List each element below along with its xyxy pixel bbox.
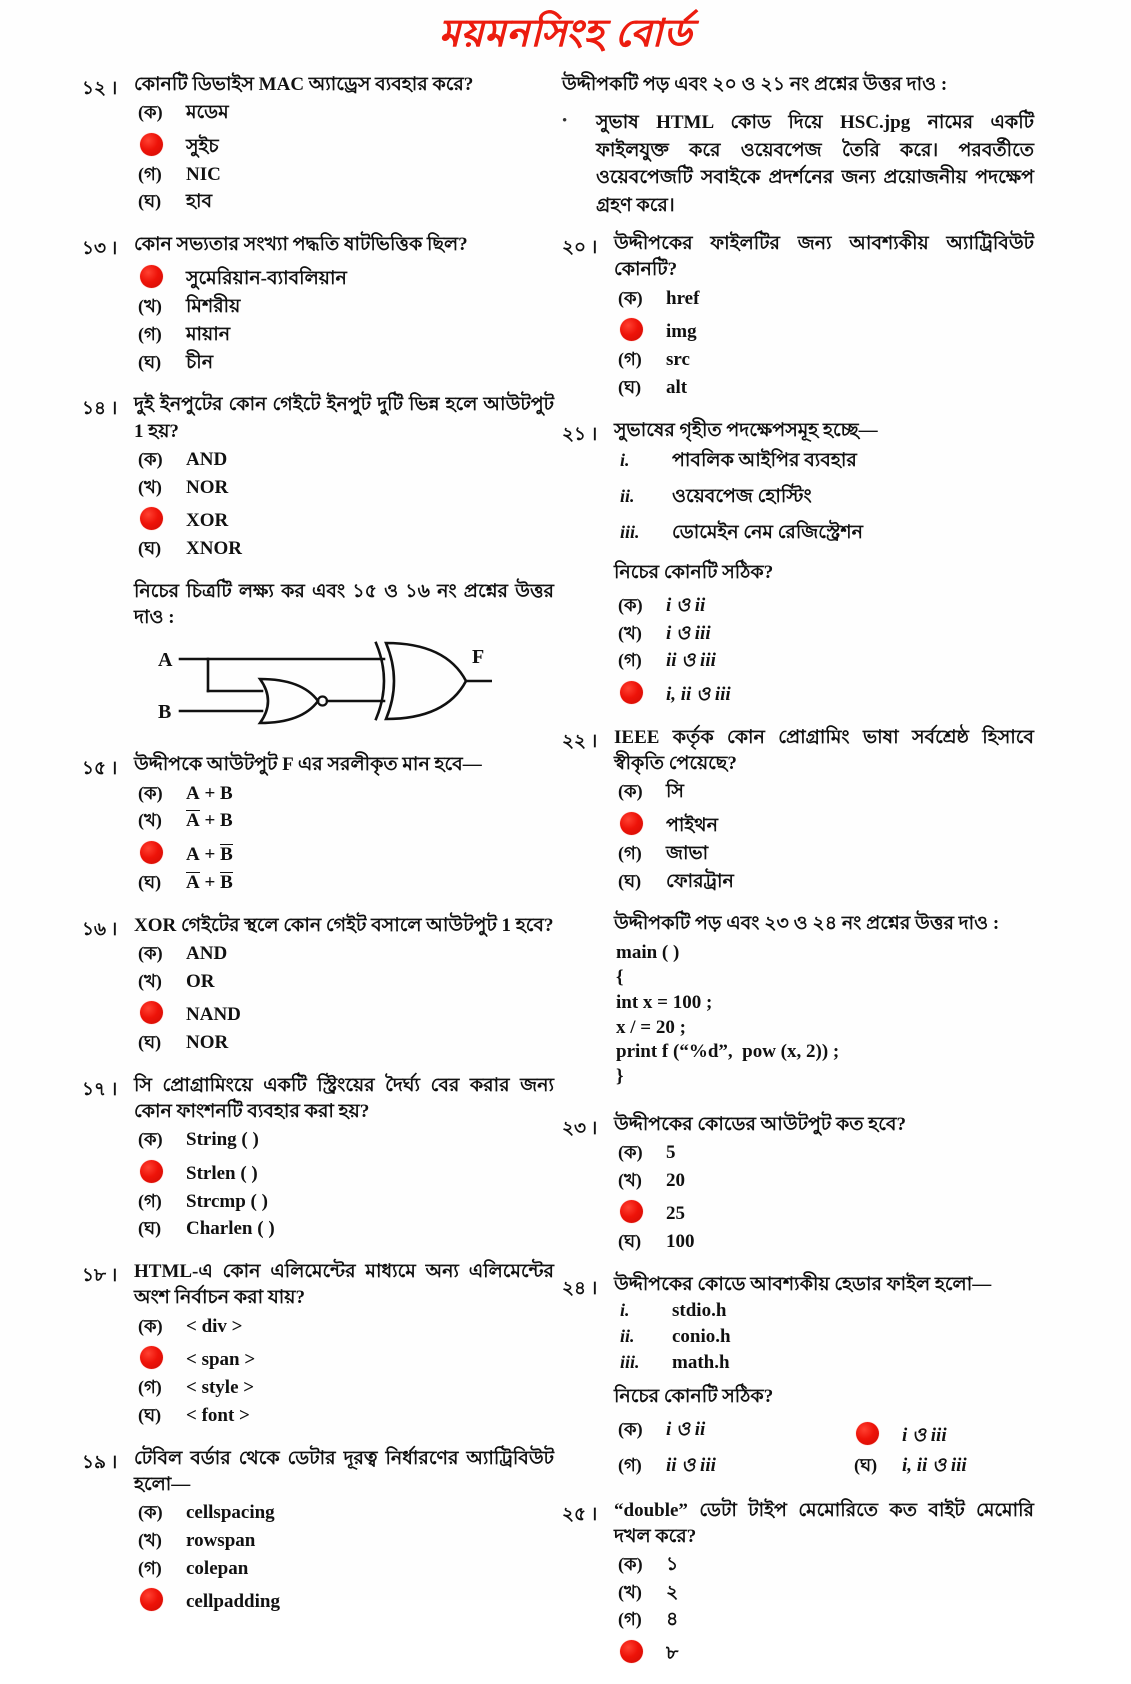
option-key: (ক)	[138, 102, 163, 123]
option-label: ২	[666, 1581, 679, 1603]
option-key: (ক)	[618, 1419, 643, 1440]
figure-block	[82, 579, 554, 738]
option-row[interactable]	[614, 842, 1034, 866]
option-row[interactable]	[134, 261, 554, 291]
option-row[interactable]	[614, 1230, 1034, 1254]
option-row[interactable]	[614, 1553, 1034, 1577]
option-row[interactable]	[614, 1169, 1034, 1193]
options-list	[134, 1128, 554, 1241]
roman-item	[614, 1326, 1086, 1348]
red-dot-icon	[140, 1001, 163, 1024]
option-key: (খ)	[618, 1581, 642, 1602]
option-key: (গ)	[618, 349, 642, 370]
option-key: (ঘ)	[138, 1032, 162, 1052]
roman-item	[614, 1300, 1086, 1322]
option-key: (ঘ)	[138, 351, 162, 372]
option-key: (গ)	[618, 1454, 642, 1475]
options-list	[614, 780, 1034, 893]
option-label: XNOR	[186, 538, 242, 560]
right-column	[562, 72, 1034, 1684]
option-label: < div >	[186, 1315, 243, 1337]
option-key: (ঘ)	[854, 1454, 878, 1475]
answer-marker-dot	[614, 1196, 666, 1225]
question-text: IEEE কর্তৃক কোন প্রোগ্রামিং ভাষা সর্বশ্রেষ্ঠ হিসাবে স্বীকৃতি পেয়েছে?	[614, 726, 1034, 775]
options-list	[134, 782, 554, 895]
option-row[interactable]	[134, 1557, 554, 1581]
red-dot-icon	[620, 1200, 643, 1223]
option-label: মায়ান	[186, 323, 231, 345]
logic-circuit-figure	[152, 641, 554, 734]
option-label: i ও iii	[666, 622, 711, 644]
options-list	[614, 594, 1034, 707]
question-text: কোন সভ্যতার সংখ্যা পদ্ধতি ষাটভিত্তিক ছিল?	[134, 234, 468, 256]
option-row[interactable]	[134, 1376, 554, 1400]
answer-marker-dot	[134, 129, 186, 158]
option-row[interactable]	[614, 780, 1034, 804]
question-13	[82, 232, 554, 378]
options-list	[614, 1553, 1034, 1666]
roman-label: math.h	[672, 1352, 730, 1374]
option-label: AND	[186, 942, 228, 964]
question-14	[82, 392, 554, 564]
option-row[interactable]	[134, 871, 554, 895]
option-label: মিশরীয়	[186, 296, 241, 318]
option-row[interactable]	[134, 1342, 554, 1372]
question-12	[82, 72, 554, 218]
code-line: {	[616, 967, 624, 989]
question-text: দুই ইনপুটের কোন গেইটে ইনপুট দুটি ভিন্ন হলে আউটপুট 1 হয়?	[134, 394, 554, 442]
option-row[interactable]	[134, 1404, 554, 1428]
question-number: ২১ ।	[562, 424, 598, 445]
question-number: ১৮ ।	[82, 1266, 118, 1287]
circuit-input-a-label: A	[158, 649, 173, 672]
option-label: ৪	[666, 1609, 679, 1631]
option-row[interactable]	[614, 287, 1034, 311]
roman-label: stdio.h	[672, 1300, 727, 1322]
roman-label: ডোমেইন নেম রেজিস্ট্রেশন	[672, 521, 863, 543]
question-number: ১২ ।	[82, 79, 118, 99]
option-label: < span >	[186, 1349, 256, 1371]
question-23	[562, 1112, 1034, 1258]
option-row[interactable]	[850, 1454, 1086, 1478]
roman-key: ii.	[620, 485, 635, 506]
options-list	[134, 261, 554, 374]
question-18	[82, 1259, 554, 1431]
option-key: (ক)	[138, 1502, 163, 1523]
answer-marker-dot	[134, 837, 186, 866]
question-21	[562, 418, 1034, 711]
option-label: colepan	[186, 1557, 249, 1579]
option-key: (ক)	[618, 1553, 643, 1574]
option-label: ii ও iii	[666, 1454, 716, 1476]
option-label: src	[666, 349, 690, 371]
code-line: print f (“%d”, pow (x, 2)) ;	[616, 1041, 840, 1063]
option-key: (গ)	[138, 163, 162, 184]
option-row[interactable]	[134, 537, 554, 561]
option-key: (ক)	[618, 287, 643, 308]
option-key: (গ)	[618, 650, 642, 671]
question-number: ১৬ ।	[82, 919, 118, 940]
red-dot-icon	[140, 841, 163, 864]
option-row[interactable]	[134, 1190, 554, 1214]
option-label: সুমেরিয়ান-ব্যাবলিয়ান	[186, 268, 347, 290]
red-dot-icon	[140, 1346, 163, 1369]
option-key: (খ)	[138, 476, 162, 497]
options-list	[614, 287, 1034, 400]
option-row[interactable]	[614, 314, 1034, 344]
option-label: A + B	[186, 871, 233, 893]
option-row[interactable]	[614, 677, 1034, 707]
stimulus-1-passage	[562, 109, 1034, 219]
roman-label: পাবলিক আইপির ব্যবহার	[672, 449, 857, 471]
option-label: Strlen ( )	[186, 1162, 258, 1184]
roman-key: i.	[620, 449, 630, 470]
option-row[interactable]	[134, 1501, 554, 1525]
option-label: 25	[666, 1203, 685, 1225]
option-label: 100	[666, 1231, 695, 1253]
option-row[interactable]	[850, 1418, 1086, 1448]
roman-item	[614, 1352, 1086, 1374]
option-row[interactable]	[134, 997, 554, 1027]
code-line: int x = 100 ;	[616, 991, 713, 1013]
option-key: (গ)	[138, 1557, 162, 1578]
options-grid	[614, 1418, 1086, 1484]
bullet-icon: •	[562, 112, 568, 129]
answer-marker-dot	[134, 997, 186, 1026]
question-text: “double” ডেটা টাইপ মেমোরিতে কত বাইট মেমোরি দখল করে?	[614, 1499, 1034, 1547]
option-label: String ( )	[186, 1129, 259, 1151]
option-label: ১	[666, 1553, 679, 1575]
option-key: (ক)	[618, 1141, 643, 1162]
options-list	[134, 942, 554, 1055]
option-row[interactable]	[614, 808, 1034, 838]
option-row[interactable]	[134, 1584, 554, 1614]
option-key: (খ)	[618, 622, 642, 643]
option-key: (ক)	[618, 781, 643, 802]
red-dot-icon	[140, 265, 163, 288]
option-row[interactable]	[134, 1217, 554, 1241]
question-19	[82, 1446, 554, 1618]
answer-marker-dot	[134, 503, 186, 532]
options-list	[134, 1315, 554, 1428]
option-row[interactable]	[134, 970, 554, 994]
red-dot-icon	[620, 1640, 643, 1663]
question-15	[82, 752, 554, 898]
logic-circuit-svg	[152, 641, 492, 729]
question-text: টেবিল বর্ডার থেকে ডেটার দূরত্ব নির্ধারণের অ্যাট্রিবিউট হলো—	[134, 1447, 554, 1495]
red-dot-icon	[140, 133, 163, 156]
option-label: i, ii ও iii	[902, 1454, 967, 1476]
sub-prompt: নিচের কোনটি সঠিক?	[614, 561, 774, 583]
option-key: (খ)	[138, 970, 162, 991]
option-row[interactable]	[614, 1581, 1034, 1605]
question-number: ১৭ ।	[82, 1079, 118, 1100]
figure-lead-text: নিচের চিত্রটি লক্ষ্য কর এবং ১৫ ও ১৬ নং প্রশ্নের উত্তর দাও :	[134, 580, 554, 629]
option-key: (ক)	[138, 448, 163, 469]
option-label: cellpadding	[186, 1591, 280, 1613]
question-number: ১৪ ।	[82, 399, 118, 420]
option-label: NOR	[186, 1032, 229, 1053]
option-row[interactable]	[134, 323, 554, 347]
question-number: ২৪ ।	[562, 1278, 598, 1299]
option-key: (ক)	[138, 782, 163, 803]
option-key: (গ)	[138, 1190, 162, 1211]
option-key: (গ)	[138, 1377, 162, 1398]
option-row[interactable]	[614, 1454, 850, 1478]
option-row[interactable]	[134, 448, 554, 472]
option-label: সি	[666, 781, 684, 803]
option-label: < style >	[186, 1377, 255, 1399]
roman-item	[614, 446, 1034, 478]
question-text: সি প্রোগ্রামিংয়ে একটি স্ট্রিংয়ের দৈর্ঘ্য বের করার জন্য কোন ফাংশনটি ব্যবহার করা হয়?	[134, 1074, 554, 1122]
option-key: (খ)	[138, 296, 162, 317]
option-row[interactable]	[134, 163, 554, 187]
option-label: Charlen ( )	[186, 1218, 275, 1240]
option-row[interactable]	[134, 782, 554, 806]
option-row[interactable]	[134, 809, 554, 833]
option-label: i, ii ও iii	[666, 684, 731, 706]
options-list	[134, 1501, 554, 1614]
code-line: main ( )	[616, 942, 680, 964]
question-20	[562, 231, 1034, 403]
option-label: href	[666, 287, 700, 309]
option-label: মডেম	[186, 102, 229, 124]
option-row[interactable]	[134, 1031, 554, 1055]
question-number: ২৩ ।	[562, 1118, 598, 1139]
option-key: (খ)	[138, 810, 162, 831]
answer-marker-dot	[134, 1342, 186, 1371]
option-label: A + B	[186, 810, 233, 832]
question-text: HTML-এ কোন এলিমেন্টের মাধ্যমে অন্য এলিমেন্টের অংশ নির্বাচন করা যায়?	[134, 1261, 554, 1309]
option-label: XOR	[186, 510, 229, 532]
page-title: ময়মনসিংহ বোর্ড	[438, 13, 693, 55]
sub-prompt: নিচের কোনটি সঠিক?	[614, 1386, 774, 1408]
option-row[interactable]	[134, 1128, 554, 1152]
option-key: (খ)	[138, 1529, 162, 1550]
option-row[interactable]	[134, 295, 554, 319]
option-label: < font >	[186, 1404, 250, 1426]
option-key: (ঘ)	[618, 1231, 642, 1252]
question-number: ২২ ।	[562, 731, 598, 752]
option-row[interactable]	[134, 942, 554, 966]
option-key: (ঘ)	[138, 191, 162, 212]
answer-marker-dot	[614, 314, 666, 343]
option-row[interactable]	[134, 351, 554, 375]
question-text: উদ্দীপকে আউটপুট F এর সরলীকৃত মান হবে—	[134, 754, 482, 776]
option-label: img	[666, 321, 697, 343]
option-key: (ঘ)	[618, 376, 642, 397]
option-row[interactable]	[134, 503, 554, 533]
option-row[interactable]	[614, 1636, 1034, 1666]
left-column	[82, 72, 554, 1632]
code-line: }	[616, 1065, 624, 1087]
question-number: ২৫ ।	[562, 1504, 598, 1525]
option-label: i ও ii	[666, 594, 706, 616]
question-number: ১৫ ।	[82, 759, 118, 780]
option-key: (ক)	[138, 1129, 163, 1150]
roman-key: iii.	[620, 1352, 640, 1373]
option-row[interactable]	[614, 1196, 1034, 1226]
roman-key: iii.	[620, 521, 640, 542]
options-list	[134, 448, 554, 561]
question-17	[82, 1073, 554, 1245]
question-text: উদ্দীপকের কোডে আবশ্যকীয় হেডার ফাইল হলো—	[614, 1273, 992, 1295]
option-label: NIC	[186, 163, 221, 185]
stimulus-2-lead: উদ্দীপকটি পড় এবং ২৩ ও ২৪ নং প্রশ্নের উত্তর দাও :	[614, 913, 1000, 935]
question-24	[562, 1272, 1034, 1484]
option-row[interactable]	[614, 1141, 1034, 1165]
roman-label: ওয়েবপেজ হোস্টিং	[672, 485, 812, 507]
option-key: (খ)	[618, 1169, 642, 1190]
option-key: (গ)	[618, 842, 642, 863]
code-line: x / = 20 ;	[616, 1016, 686, 1038]
option-key: (ক)	[138, 942, 163, 963]
option-label: চীন	[186, 351, 214, 373]
option-row[interactable]	[614, 1608, 1034, 1632]
option-label: হাব	[186, 191, 213, 213]
option-key: (ক)	[618, 594, 643, 615]
option-label: OR	[186, 970, 215, 992]
option-label: 20	[666, 1169, 685, 1191]
roman-label: conio.h	[672, 1326, 731, 1348]
option-row[interactable]	[614, 348, 1034, 372]
question-number: ২০ ।	[562, 238, 598, 259]
question-text: XOR গেইটের স্থলে কোন গেইট বসালে আউটপুট 1 হবে?	[134, 914, 554, 936]
option-label: A + B	[186, 844, 233, 866]
option-row[interactable]	[134, 1529, 554, 1553]
options-list	[134, 101, 554, 214]
option-key: (ঘ)	[138, 871, 162, 892]
option-label: i ও iii	[902, 1425, 947, 1447]
option-row[interactable]	[134, 837, 554, 867]
option-label: cellspacing	[186, 1502, 275, 1524]
option-row[interactable]	[134, 101, 554, 125]
stimulus-1-lead: উদ্দীপকটি পড় এবং ২০ ও ২১ নং প্রশ্নের উত্তর দাও :	[562, 74, 948, 95]
red-dot-icon	[856, 1422, 879, 1445]
red-dot-icon	[620, 812, 643, 835]
question-text: সুভাষের গৃহীত পদক্ষেপসমূহ হচ্ছে—	[614, 419, 878, 441]
options-list	[614, 1141, 1034, 1254]
option-label: NOR	[186, 476, 229, 498]
red-dot-icon	[620, 681, 643, 704]
option-row[interactable]	[614, 594, 1034, 618]
option-row[interactable]	[134, 190, 554, 214]
option-label: NAND	[186, 1004, 241, 1026]
option-key: (ঘ)	[138, 538, 162, 559]
option-row[interactable]	[614, 649, 1034, 673]
question-25	[562, 1498, 1034, 1670]
roman-item	[614, 482, 1034, 514]
option-key: (ক)	[138, 1315, 163, 1336]
option-key: (গ)	[138, 323, 162, 344]
question-16	[82, 913, 554, 1059]
red-dot-icon	[140, 1160, 163, 1183]
answer-marker-dot	[134, 261, 186, 290]
code-block	[614, 941, 1034, 1089]
question-number: ১৩ ।	[82, 239, 118, 260]
answer-marker-dot	[134, 1584, 186, 1613]
answer-marker-dot	[850, 1418, 902, 1447]
answer-marker-dot	[614, 808, 666, 837]
question-number: ১৯ ।	[82, 1452, 118, 1473]
roman-item	[614, 518, 1034, 550]
option-label: A + B	[186, 782, 233, 804]
option-label: ৮	[666, 1643, 679, 1665]
option-row[interactable]	[134, 1156, 554, 1186]
option-label: i ও ii	[666, 1419, 706, 1441]
option-label: AND	[186, 448, 228, 470]
option-label: ফোরট্রান	[666, 870, 734, 892]
stimulus-1-text: সুভাষ HTML কোড দিয়ে HSC.jpg নামের একটি ফাইলযুক্ত করে ওয়েবপেজ তৈরি করে। পরবর্তীতে ওয়েবপেজটি সবাইকে প্রদর্শনের জন্য প্রয়োজনীয় পদক্ষেপ গ্রহণ করে।	[596, 111, 1034, 216]
red-dot-icon	[620, 318, 643, 341]
option-key: (ঘ)	[138, 1404, 162, 1425]
option-row[interactable]	[614, 1418, 850, 1448]
roman-key: ii.	[620, 1326, 635, 1347]
answer-marker-dot	[614, 1636, 666, 1665]
answer-marker-dot	[134, 1156, 186, 1185]
option-label: alt	[666, 376, 688, 398]
option-row[interactable]	[614, 622, 1034, 646]
option-row[interactable]	[134, 476, 554, 500]
circuit-output-f-label: F	[472, 646, 485, 669]
option-key: (ঘ)	[138, 1218, 162, 1239]
option-label: rowspan	[186, 1529, 256, 1551]
option-label: জাভা	[666, 842, 709, 864]
answer-marker-dot	[614, 677, 666, 706]
question-text: উদ্দীপকের ফাইলটির জন্য আবশ্যকীয় অ্যাট্রিবিউট কোনটি?	[614, 233, 1034, 281]
question-text: কোনটি ডিভাইস MAC অ্যাড্রেস ব্যবহার করে?	[134, 74, 474, 95]
option-row[interactable]	[134, 1315, 554, 1339]
option-key: (ঘ)	[618, 870, 642, 891]
option-label: পাইথন	[666, 815, 718, 836]
stimulus-2-block	[562, 911, 1034, 1097]
option-label: সুইচ	[186, 135, 219, 157]
option-row[interactable]	[614, 376, 1034, 400]
question-22	[562, 725, 1034, 897]
red-dot-icon	[140, 507, 163, 530]
option-row[interactable]	[614, 870, 1034, 894]
circuit-input-b-label: B	[158, 701, 172, 724]
question-text: উদ্দীপকের কোডের আউটপুট কত হবে?	[614, 1113, 906, 1135]
option-key: (গ)	[618, 1609, 642, 1630]
option-label: 5	[666, 1141, 676, 1163]
option-row[interactable]	[134, 129, 554, 159]
roman-key: i.	[620, 1300, 630, 1321]
option-label: ii ও iii	[666, 650, 716, 672]
option-label: Strcmp ( )	[186, 1190, 268, 1212]
